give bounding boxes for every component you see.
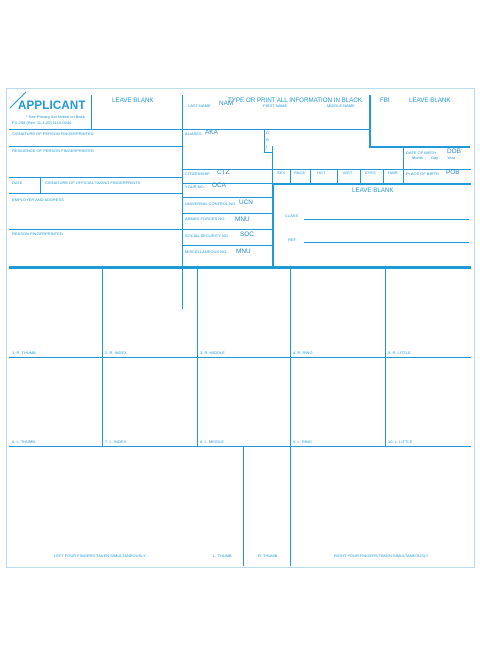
- ori-letter-i: I: [266, 144, 268, 149]
- dob-year: Year: [447, 155, 456, 160]
- ref-label: REF.: [288, 237, 297, 242]
- form-number: FD-258 (Rev. 11-1-20) 1110-0046: [12, 120, 72, 125]
- armed-forces-label: ARMED FORCES NO.: [185, 216, 226, 221]
- print-label-r-thumb: 1. R. THUMB: [12, 350, 36, 355]
- fbi-label: FBI: [380, 97, 390, 104]
- dob-day: Day: [431, 155, 439, 160]
- type-print-instruction: TYPE OR PRINT ALL INFORMATION IN BLACK: [228, 97, 362, 104]
- ssn-value[interactable]: SOC: [240, 231, 254, 238]
- applicant-title: APPLICANT: [18, 100, 86, 112]
- signature-official-label: SIGNATURE OF OFFICIAL TAKING FINGERPRINTS: [45, 180, 141, 185]
- ori-letter-r: R: [266, 137, 269, 142]
- first-name-label: FIRST NAME: [263, 103, 288, 108]
- dob-value[interactable]: DOB: [447, 148, 461, 155]
- hgt-label: HGT.: [317, 170, 327, 175]
- print-label-r-little: 5. R. LITTLE: [388, 350, 411, 355]
- reason-label: REASON FINGERPRINTED: [12, 231, 63, 236]
- l-thumb-simultaneous-label: L. THUMB: [213, 553, 232, 558]
- right-four-fingers-label: RIGHT FOUR FINGERS TAKEN SIMULTANEOUSLY: [334, 553, 429, 558]
- citizenship-value[interactable]: CTZ: [217, 169, 230, 176]
- print-label-r-index: 2. R. INDEX: [105, 350, 127, 355]
- aliases-label: ALIASES: [185, 131, 202, 136]
- last-name-value[interactable]: NAM: [219, 100, 234, 107]
- citizenship-label: CITIZENSHIP: [185, 171, 210, 176]
- class-label: CLASS: [285, 213, 299, 218]
- print-label-r-ring: 4. R. RING: [293, 350, 313, 355]
- pob-label: PLACE OF BIRTH: [406, 171, 439, 176]
- your-no-label: YOUR NO.: [185, 184, 205, 189]
- hair-label: HAIR: [388, 170, 398, 175]
- ssn-label: SOCIAL SECURITY NO.: [185, 233, 230, 238]
- middle-name-label: MIDDLE NAME: [327, 103, 355, 108]
- dob-month: Month: [412, 155, 424, 160]
- last-name-label: LAST NAME: [188, 103, 211, 108]
- print-label-r-middle: 3. R. MIDDLE: [200, 350, 225, 355]
- fingerprint-card: [6, 88, 475, 568]
- your-no-value[interactable]: OCA: [212, 182, 226, 189]
- misc-value[interactable]: MNU: [236, 248, 251, 255]
- ucn-value[interactable]: UCN: [239, 199, 253, 206]
- employer-label: EMPLOYER AND ADDRESS: [12, 197, 64, 202]
- residence-label: RESIDENCE OF PERSON FINGERPRINTED: [12, 148, 94, 153]
- aliases-value[interactable]: AKA: [205, 129, 218, 136]
- date-label: DATE: [12, 180, 23, 185]
- wgt-label: WGT.: [343, 170, 353, 175]
- print-label-l-little: 10. L. LITTLE: [388, 439, 413, 444]
- print-label-l-ring: 9. L. RING: [293, 439, 312, 444]
- ori-letter-o: O: [266, 130, 270, 135]
- leave-blank-mid: LEAVE BLANK: [352, 187, 394, 194]
- r-thumb-simultaneous-label: R. THUMB: [258, 553, 278, 558]
- misc-label: MISCELLANEOUS NO.: [185, 249, 228, 254]
- sex-label: SEX: [277, 170, 286, 175]
- pob-value[interactable]: POB: [446, 169, 460, 176]
- leave-blank-right: LEAVE BLANK: [409, 97, 451, 104]
- print-label-l-middle: 8. L. MIDDLE: [200, 439, 225, 444]
- dob-label: DATE OF BIRTH: [406, 150, 437, 155]
- eyes-label: EYES: [365, 170, 376, 175]
- print-label-l-thumb: 6. L. THUMB: [12, 439, 36, 444]
- leave-blank-left: LEAVE BLANK: [112, 97, 154, 104]
- race-label: RACE: [294, 170, 306, 175]
- left-four-fingers-label: LEFT FOUR FINGERS TAKEN SIMULTANEOUSLY: [54, 553, 146, 558]
- ucn-label: UNIVERSAL CONTROL NO.: [185, 201, 237, 206]
- privacy-notice: * See Privacy Act Notice on Back: [26, 114, 85, 119]
- signature-person-label: SIGNATURE OF PERSON FINGERPRINTED: [12, 131, 94, 136]
- armed-forces-value[interactable]: MNU: [235, 216, 250, 223]
- print-label-l-index: 7. L. INDEX: [105, 439, 127, 444]
